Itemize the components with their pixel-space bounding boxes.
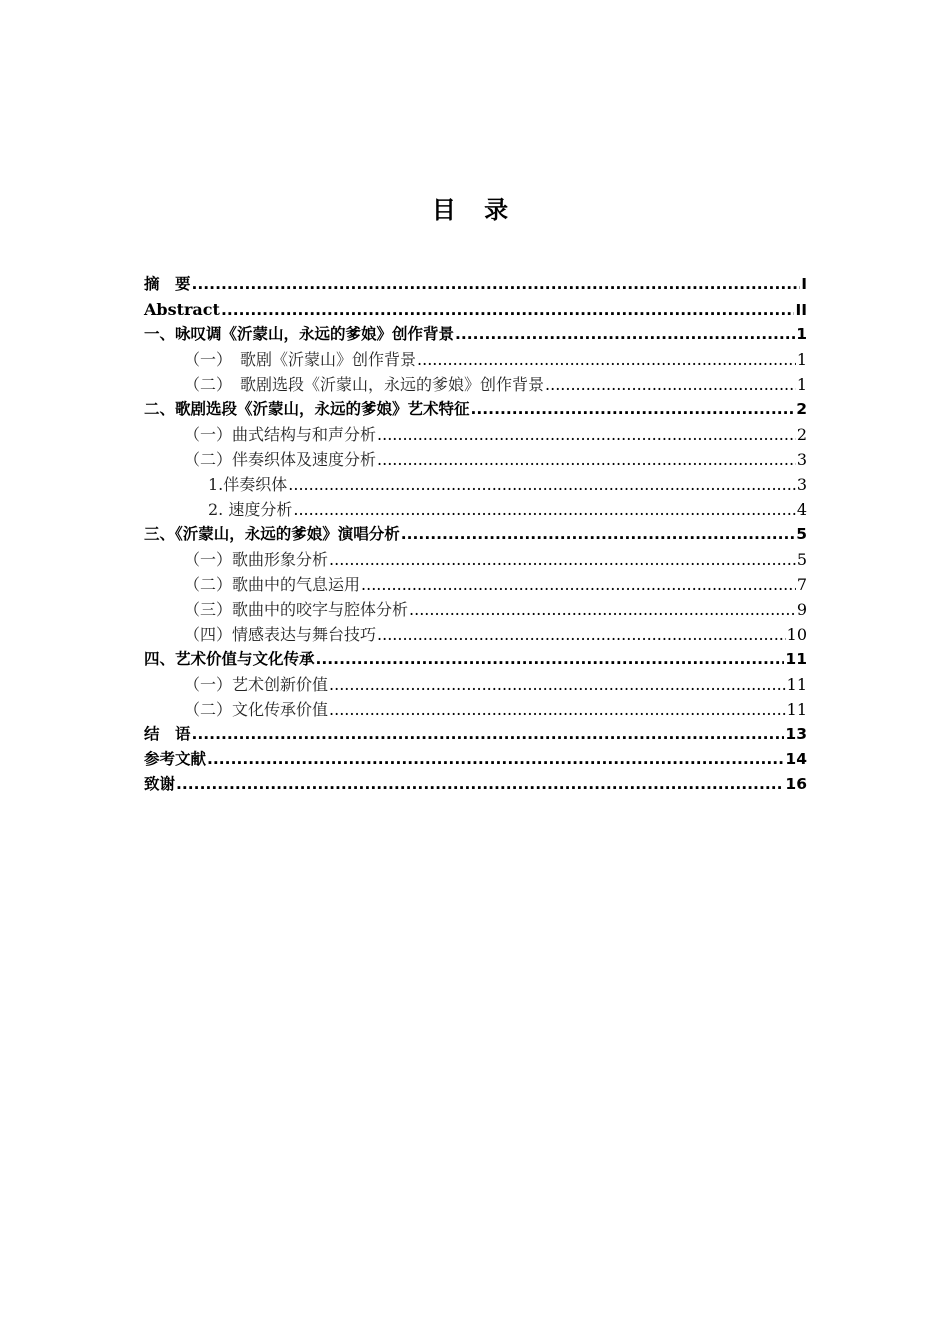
toc-leader-dots: [329, 547, 796, 572]
toc-leader-dots: [409, 597, 796, 622]
toc-entry-page: 7: [796, 575, 807, 594]
toc-leader-dots: [455, 322, 795, 347]
toc-entry-page: I: [801, 275, 807, 293]
toc-entry-label: 四、艺术价值与文化传承: [144, 650, 315, 668]
toc-entry-page: 11: [786, 675, 807, 694]
toc-entry-page: 5: [796, 550, 807, 569]
toc-entry-section-2-2[interactable]: [144, 447, 807, 472]
toc-leader-dots: [288, 472, 796, 497]
toc-leader-dots: [192, 722, 785, 747]
toc-entry-abstract-en[interactable]: [144, 297, 807, 322]
toc-entry-subsection-2-2-1[interactable]: [144, 472, 807, 497]
toc-entry-chapter-1[interactable]: [144, 322, 807, 347]
toc-leader-dots: [361, 572, 796, 597]
toc-leader-dots: [417, 347, 796, 372]
toc-entry-page: II: [795, 301, 807, 319]
toc-entry-label: 参考文献: [144, 750, 207, 768]
toc-leader-dots: [329, 697, 786, 722]
toc-entry-page: 5: [796, 525, 807, 543]
toc-entry-section-3-2[interactable]: [144, 572, 807, 597]
toc-entry-chapter-3[interactable]: [144, 522, 807, 547]
toc-entry-label: 1.伴奏织体: [208, 475, 288, 494]
toc-entry-section-3-3[interactable]: [144, 597, 807, 622]
toc-entry-label: （一） 歌剧《沂蒙山》创作背景: [184, 350, 417, 369]
toc-entry-page: 14: [785, 750, 807, 768]
toc-leader-dots: [401, 522, 795, 547]
toc-entry-chapter-2[interactable]: [144, 397, 807, 422]
toc-entry-page: 11: [786, 700, 807, 719]
toc-entry-label: （四）情感表达与舞台技巧: [184, 625, 377, 644]
toc-entry-section-1-2[interactable]: [144, 372, 807, 397]
toc-entry-page: 13: [785, 725, 807, 743]
toc-entry-section-2-1[interactable]: [144, 422, 807, 447]
toc-entry-label: 摘 要: [144, 275, 191, 293]
toc-leader-dots: [471, 397, 796, 422]
table-of-contents: [144, 272, 807, 797]
toc-entry-label: 二、歌剧选段《沂蒙山，永远的爹娘》艺术特征: [144, 400, 470, 418]
toc-entry-references[interactable]: [144, 747, 807, 772]
toc-entry-label: Abstract: [144, 300, 220, 319]
toc-entry-page: 11: [785, 650, 807, 668]
toc-entry-page: 1: [796, 375, 807, 394]
toc-entry-page: 3: [796, 475, 807, 494]
toc-entry-label: 致谢: [144, 775, 176, 793]
toc-entry-label: （三）歌曲中的咬字与腔体分析: [184, 600, 409, 619]
toc-entry-label: （二）歌曲中的气息运用: [184, 575, 361, 594]
toc-entry-section-1-1[interactable]: [144, 347, 807, 372]
toc-leader-dots: [316, 647, 785, 672]
toc-entry-label: （一）曲式结构与和声分析: [184, 425, 377, 444]
toc-entry-label: （一）艺术创新价值: [184, 675, 329, 694]
toc-leader-dots: [293, 497, 795, 522]
toc-entry-chapter-4[interactable]: [144, 647, 807, 672]
toc-leader-dots: [329, 672, 786, 697]
toc-title: 目 录: [431, 196, 519, 224]
toc-entry-section-3-4[interactable]: [144, 622, 807, 647]
toc-leader-dots: [207, 747, 784, 772]
toc-entry-label: 2. 速度分析: [208, 500, 293, 519]
toc-entry-label: （二）文化传承价值: [184, 700, 329, 719]
toc-leader-dots: [192, 272, 801, 297]
toc-entry-section-4-1[interactable]: [144, 672, 807, 697]
toc-entry-page: 2: [796, 425, 807, 444]
toc-entry-page: 10: [786, 625, 807, 644]
toc-entry-label: （二）伴奏织体及速度分析: [184, 450, 377, 469]
toc-entry-label: 结 语: [144, 725, 191, 743]
toc-leader-dots: [377, 622, 786, 647]
toc-entry-section-4-2[interactable]: [144, 697, 807, 722]
toc-entry-abstract-cn[interactable]: [144, 272, 807, 297]
toc-leader-dots: [176, 772, 784, 797]
toc-entry-section-3-1[interactable]: [144, 547, 807, 572]
toc-entry-page: 3: [796, 450, 807, 469]
toc-entry-subsection-2-2-2[interactable]: [144, 497, 807, 522]
toc-entry-label: （一）歌曲形象分析: [184, 550, 329, 569]
toc-leader-dots: [377, 447, 796, 472]
toc-entry-page: 1: [796, 325, 807, 343]
toc-entry-page: 2: [796, 400, 807, 418]
toc-entry-page: 4: [796, 500, 807, 519]
toc-leader-dots: [221, 298, 795, 323]
toc-entry-acknowledgements[interactable]: [144, 772, 807, 797]
toc-leader-dots: [545, 372, 796, 397]
toc-leader-dots: [377, 422, 796, 447]
toc-entry-page: 16: [785, 775, 807, 793]
toc-entry-conclusion[interactable]: [144, 722, 807, 747]
toc-entry-label: 三、《沂蒙山，永远的爹娘》演唱分析: [144, 525, 400, 543]
toc-entry-page: 1: [796, 350, 807, 369]
toc-entry-label: （二） 歌剧选段《沂蒙山，永远的爹娘》创作背景: [184, 375, 545, 394]
toc-entry-label: 一、咏叹调《沂蒙山，永远的爹娘》创作背景: [144, 325, 455, 343]
toc-entry-page: 9: [796, 600, 807, 619]
